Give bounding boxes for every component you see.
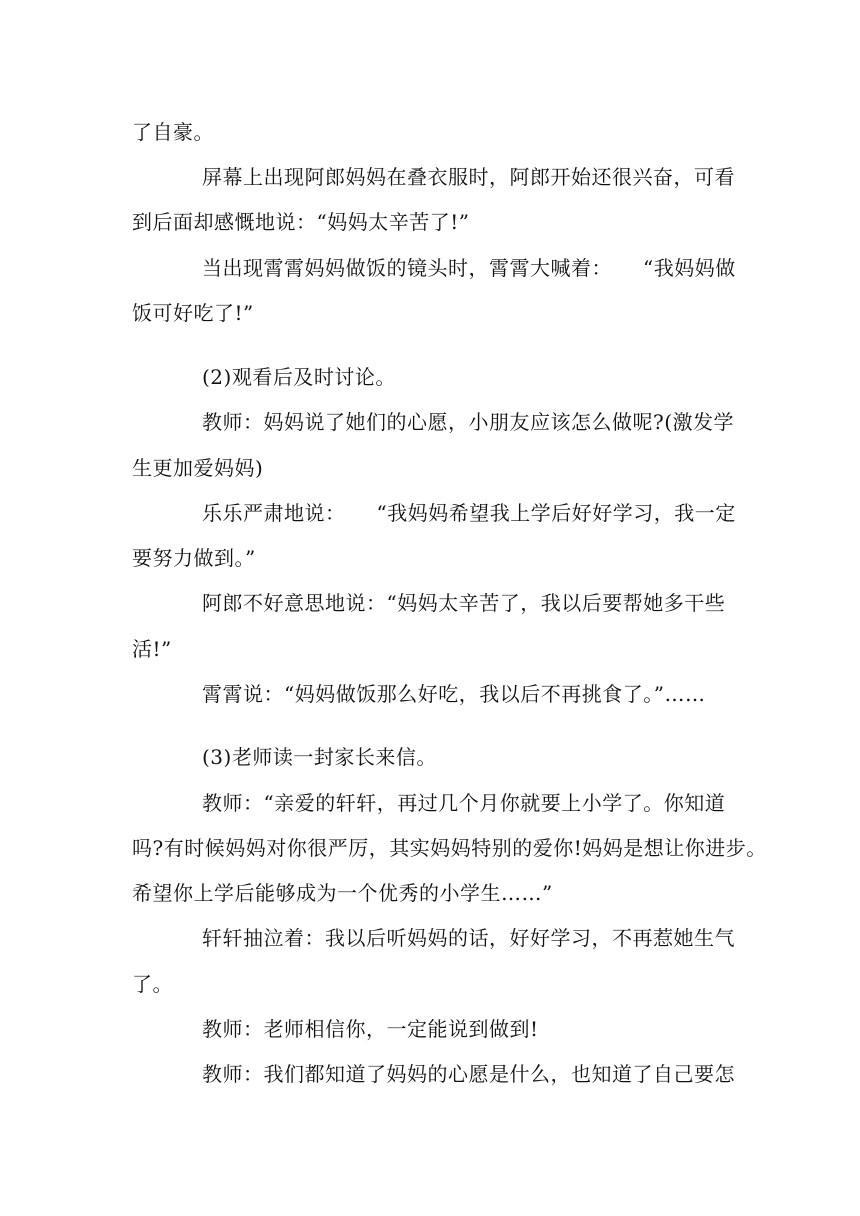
- paragraph-line: 教师：老师相信你，一定能说到做到!: [202, 1017, 539, 1041]
- paragraph-line: (3)老师读一封家长来信。: [202, 745, 437, 769]
- paragraph-line: 阿郎不好意思地说：“妈妈太辛苦了，我以后要帮她多干些: [202, 591, 726, 615]
- paragraph-line: 轩轩抽泣着：我以后听妈妈的话，好好学习，不再惹她生气: [202, 926, 735, 950]
- paragraph-line: 生更加爱妈妈): [132, 456, 264, 480]
- paragraph-line: (2)观看后及时讨论。: [202, 365, 396, 389]
- paragraph-line: 饭可好吃了!”: [132, 301, 254, 325]
- paragraph-line: 了。: [132, 972, 173, 996]
- paragraph-line: 教师：妈妈说了她们的心愿，小朋友应该怎么做呢?(激发学: [202, 410, 735, 434]
- paragraph-line: 了自豪。: [132, 120, 214, 144]
- paragraph-line: 乐乐严肃地说： “我妈妈希望我上学后好好学习，我一定: [202, 501, 736, 525]
- paragraph-line: 活!”: [132, 637, 172, 661]
- paragraph-line: 当出现霄霄妈妈做饭的镜头时，霄霄大喊着： “我妈妈做: [202, 256, 736, 280]
- paragraph-line: 霄霄说：“妈妈做饭那么好吃，我以后不再挑食了。”……: [202, 682, 706, 706]
- paragraph-line: 希望你上学后能够成为一个优秀的小学生……”: [132, 881, 553, 905]
- paragraph-line: 吗?有时候妈妈对你很严厉，其实妈妈特别的爱你!妈妈是想让你进步。: [132, 836, 767, 860]
- paragraph-line: 教师：我们都知道了妈妈的心愿是什么，也知道了自己要怎: [202, 1062, 735, 1086]
- paragraph-line: 到后面却感慨地说：“妈妈太辛苦了!”: [132, 210, 470, 234]
- paragraph-line: 要努力做到。”: [132, 546, 256, 570]
- paragraph-line: 屏幕上出现阿郎妈妈在叠衣服时，阿郎开始还很兴奋，可看: [202, 165, 735, 189]
- paragraph-line: 教师：“亲爱的轩轩，再过几个月你就要上小学了。你知道: [202, 791, 726, 815]
